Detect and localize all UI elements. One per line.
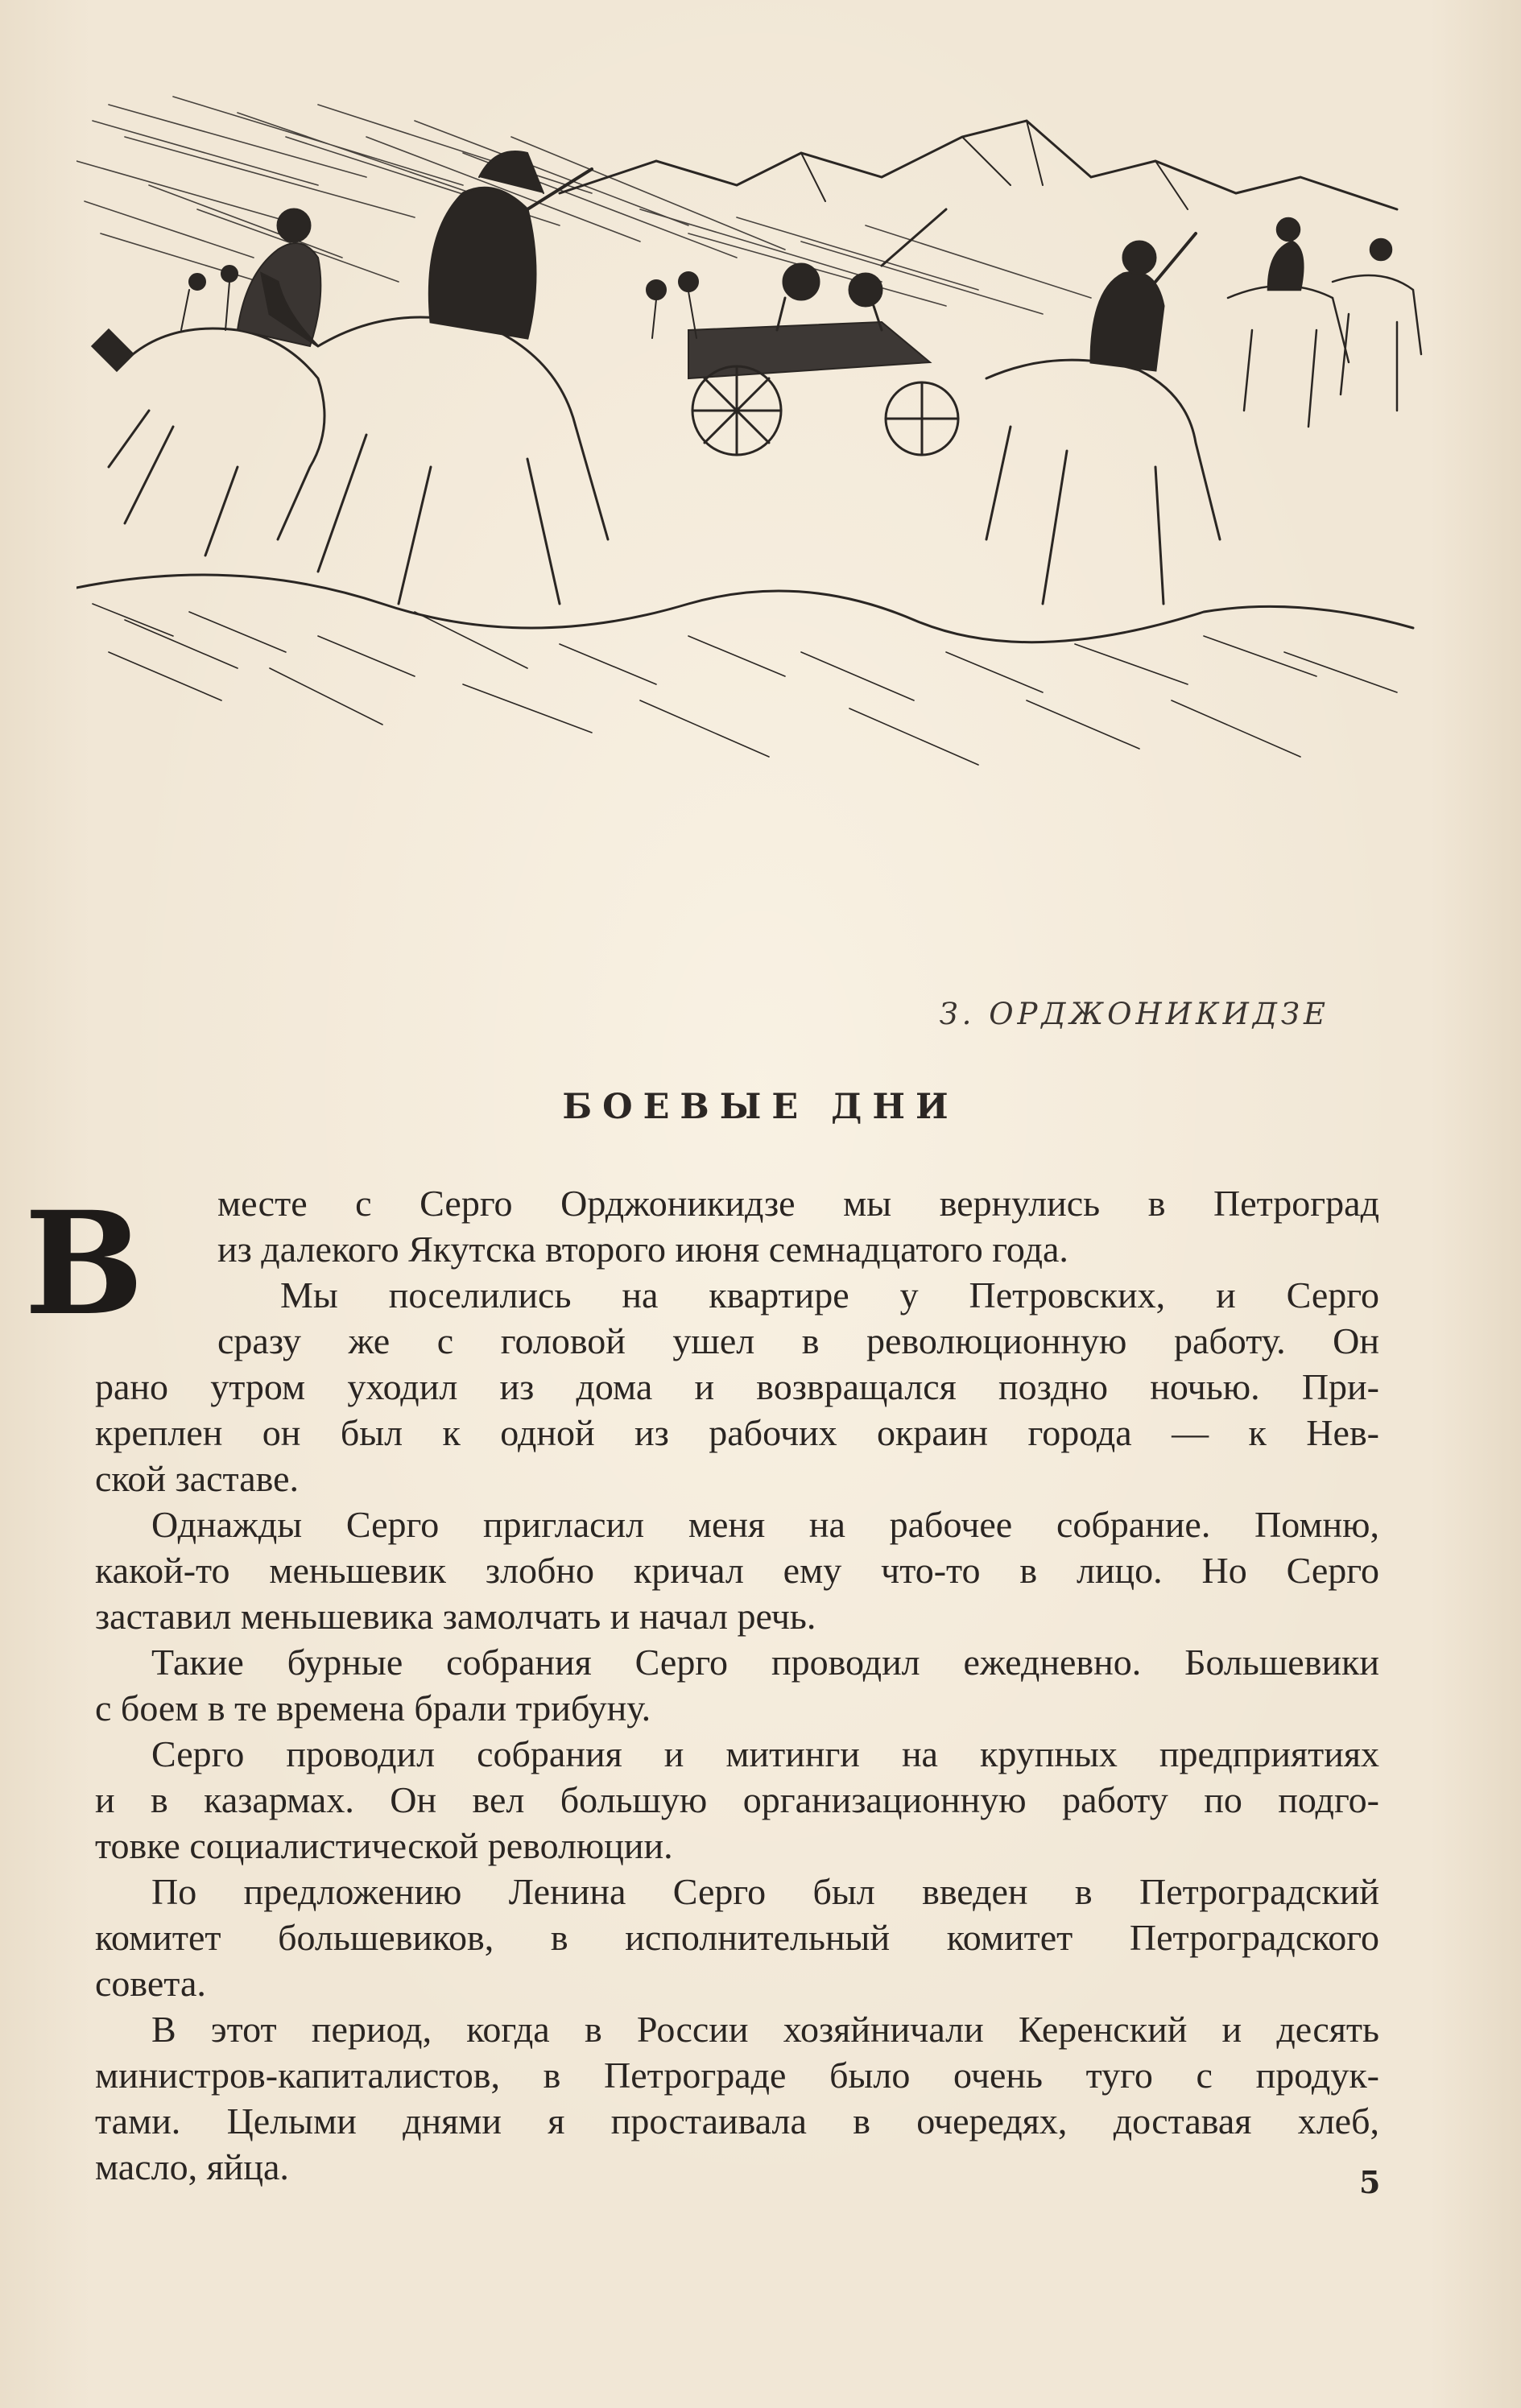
text-line: месте с Серго Орджоникидзе мы вернулись в Петроград [217, 1183, 1379, 1224]
text-line: Такие бурные собрания Серго проводил ежедневно. Большевики [151, 1642, 1379, 1683]
text-line: масло, яйца. [95, 2146, 289, 2187]
text-line: креплен он был к одной из рабочих окраин города — к Нев- [95, 1412, 1379, 1453]
text-line: Мы поселились на квартире у Петровских, и Серго [280, 1274, 1379, 1316]
carriage [688, 209, 958, 455]
rider-far-right [1228, 218, 1421, 427]
rider-center [262, 151, 608, 604]
text-line: Серго проводил собрания и митинги на крупных предприятиях [151, 1733, 1379, 1774]
text-line: тами. Целыми днями я простаивала в очередях, доставая хлеб, [95, 2100, 1379, 2142]
ground-line [76, 575, 1413, 642]
rider-right [986, 233, 1220, 604]
text-line: В этот период, когда в России хозяйничали Керенский и десять [151, 2009, 1379, 2050]
text-line: заставил меньшевика замолчать и начал речь. [95, 1596, 816, 1637]
text-line: министров-капиталистов, в Петрограде было очень туго с продук- [95, 2055, 1379, 2096]
drop-cap: В [24, 1180, 144, 1347]
text-line: сразу же с головой ушел в революционную работу. Он [217, 1320, 1379, 1361]
text-line: и в казармах. Он вел большую организационную работу по подго- [95, 1779, 1379, 1820]
horsemen-illustration [76, 89, 1429, 813]
text-line: Однажды Серго пригласил меня на рабочее собрание. Помню, [151, 1504, 1379, 1545]
author-name: З. ОРДЖОНИКИДЗЕ [939, 997, 1329, 1031]
text-line: ской заставе. [95, 1458, 299, 1499]
text-line: совета. [95, 1963, 206, 2004]
text-line: товке социалистической революции. [95, 1825, 673, 1866]
text-line: с боем в те времена брали трибуну. [95, 1687, 651, 1729]
text-line: рано утром уходил из дома и возвращался поздно ночью. При- [95, 1366, 1379, 1407]
body-text [95, 1180, 1379, 2190]
text-line: комитет большевиков, в исполнительный комитет Петроградского [95, 1917, 1379, 1958]
text-line: какой-то меньшевик злобно кричал ему что-то в лицо. Но Серго [95, 1550, 1379, 1591]
text-line: из далекого Якутска второго июня семнадцатого года. [217, 1229, 1068, 1270]
text-line: По предложению Ленина Серго был введен в Петроградский [151, 1871, 1379, 1912]
rider-left [93, 209, 324, 556]
mountain-ridge [560, 121, 1397, 209]
chapter-title: БОЕВЫЕ ДНИ [562, 1087, 959, 1127]
page-number: 5 [1359, 2164, 1381, 2200]
